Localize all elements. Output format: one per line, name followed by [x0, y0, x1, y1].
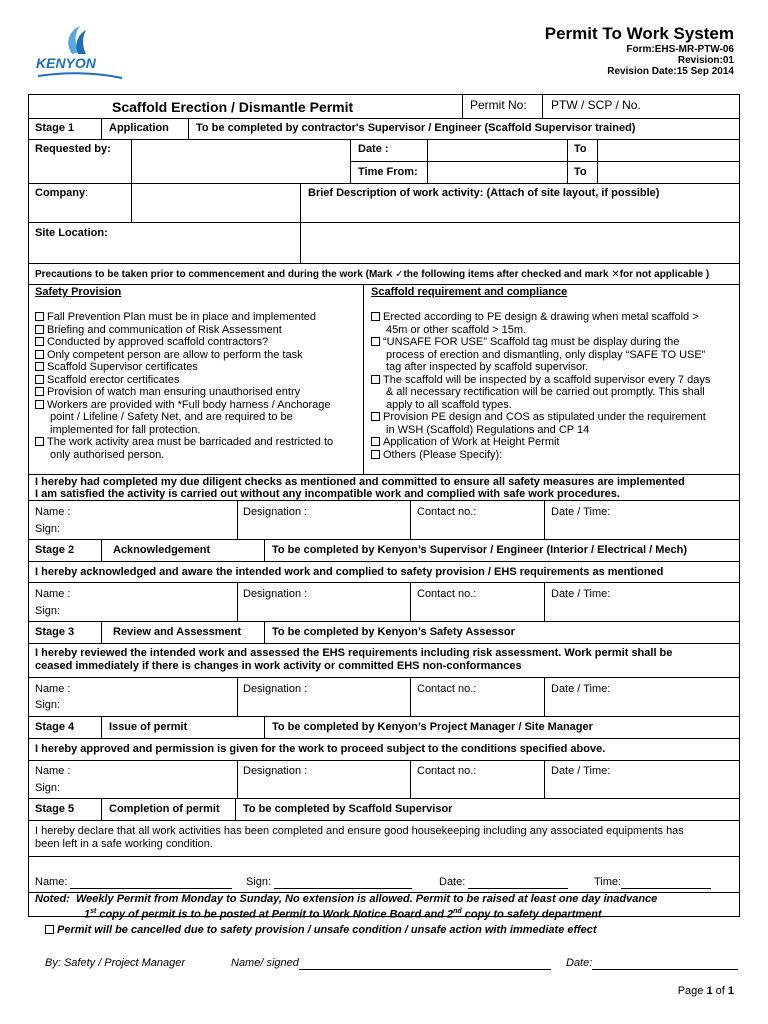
scaffold-requirement-text: apply to all scaffold types.	[386, 398, 512, 411]
scaffold-requirement-text: in WSH (Scaffold) Regulations and CP 14	[386, 423, 590, 436]
stage3-statement-2: ceased immediately if there is changes in work activity or committed EHS non-conformances	[35, 660, 522, 672]
datetime-field-4[interactable]: Date / Time:	[551, 765, 611, 777]
declaration-line-1: I hereby had completed my due diligent checks as mentioned and committed to ensure all safety measures are implemented	[35, 476, 685, 488]
name-field-2[interactable]: Name :	[35, 588, 71, 600]
stage4-desc: To be completed by Kenyon’s Project Manager / Site Manager	[272, 721, 593, 733]
scaffold-requirement-item[interactable]	[371, 449, 502, 462]
stage3-desc: To be completed by Kenyon’s Safety Assessor	[272, 626, 515, 638]
scaffold-requirement-text: process of erection and dismantling, only display “SAFE TO USE”	[386, 348, 706, 361]
stage4-label: Stage 4	[35, 721, 75, 733]
safety-provision-text: Briefing and communication of Risk Assessment	[47, 323, 282, 336]
designation-field-2[interactable]: Designation :	[243, 588, 308, 600]
safety-provision-heading: Safety Provision	[35, 286, 122, 298]
stage5-statement-1: I hereby declare that all work activities has been completed and ensure good housekeeping including any associated equipments has	[35, 825, 684, 837]
footer-date-field[interactable]: Date:	[566, 957, 738, 970]
contact-field-3[interactable]: Contact no.:	[417, 683, 477, 695]
scaffold-requirement-text: 45m or other scaffold > 15m.	[386, 323, 527, 336]
stage5-time-field[interactable]: Time:	[594, 876, 711, 889]
sign-field-1[interactable]: Sign:	[35, 523, 61, 535]
checkbox[interactable]	[35, 350, 44, 359]
stage5-statement-2: been left in a safe working condition.	[35, 838, 213, 850]
revision: Revision:01	[677, 55, 734, 66]
permit-title: Scaffold Erection / Dismantle Permit	[112, 99, 354, 115]
safety-provision-text: only authorised person.	[50, 448, 165, 461]
checkbox[interactable]	[371, 337, 380, 346]
declaration-line-2: I am satisfied the activity is carried out without any incompatible work and complied with safe work procedures.	[35, 488, 620, 500]
scaffold-requirement-text: “UNSAFE FOR USE” Scaffold tag must be display during the	[383, 336, 680, 348]
stage2-name: Acknowledgement	[113, 544, 211, 556]
safety-provision-item	[35, 411, 293, 424]
stage2-label: Stage 2	[35, 544, 75, 556]
scaffold-requirement-text: The scaffold will be inspected by a scaffold supervisor every 7 days	[383, 373, 711, 386]
datetime-field-2[interactable]: Date / Time:	[551, 588, 611, 600]
stage4-name: Issue of permit	[109, 721, 188, 733]
precautions-note: Precautions to be taken prior to commencement and during the work (Mark ✓the following items after checked and mark ✕for not applicable )	[35, 269, 710, 280]
scaffold-requirement-heading: Scaffold requirement and compliance	[371, 286, 568, 298]
datetime-field-1[interactable]: Date / Time:	[551, 506, 611, 518]
permit-no-value[interactable]: PTW / SCP / No.	[551, 98, 641, 112]
company-label: Company:	[35, 187, 89, 199]
company-logo	[34, 24, 126, 82]
system-title: Permit To Work System	[544, 24, 734, 43]
designation-field-1[interactable]: Designation :	[243, 506, 308, 518]
safety-provision-text: Workers are provided with *Full body harness / Anchorage	[47, 398, 331, 411]
contact-field-4[interactable]: Contact no.:	[417, 765, 477, 777]
scaffold-requirement-item	[371, 349, 705, 362]
checkbox[interactable]	[35, 400, 44, 409]
logo-text: KENYON	[36, 55, 96, 71]
stage5-date-field[interactable]: Date:	[439, 876, 568, 889]
sign-field-2[interactable]: Sign:	[35, 605, 61, 617]
stage1-name: Application	[109, 122, 169, 134]
safety-provision-item[interactable]	[35, 374, 179, 387]
checkbox[interactable]	[371, 450, 380, 459]
stage4-statement: I hereby approved and permission is given for the work to proceed subject to the conditions specified above.	[35, 743, 606, 755]
safety-provision-item[interactable]	[35, 361, 198, 374]
scaffold-requirement-text: Provision PE design and COS as stipulated under the requirement	[383, 411, 706, 423]
stage5-desc: To be completed by Scaffold Supervisor	[243, 803, 453, 815]
safety-provision-text: Only competent person are allow to perform the task	[47, 348, 303, 361]
safety-provision-item	[35, 449, 164, 462]
safety-provision-text: Scaffold Supervisor certificates	[47, 361, 198, 373]
checkbox[interactable]	[35, 325, 44, 334]
scaffold-requirement-text: tag after inspected by scaffold supervisor.	[386, 361, 589, 373]
permit-no-label: Permit No:	[470, 98, 527, 112]
stage1-label: Stage 1	[35, 122, 75, 134]
requested-by-label: Requested by:	[35, 143, 111, 155]
page-number: Page 1 of 1	[677, 985, 734, 997]
designation-field-4[interactable]: Designation :	[243, 765, 308, 777]
checkbox[interactable]	[35, 312, 44, 321]
permit-form	[28, 94, 740, 917]
safety-provision-item[interactable]	[35, 336, 268, 349]
sign-field-4[interactable]: Sign:	[35, 782, 61, 794]
scaffold-requirement-item[interactable]	[371, 336, 679, 349]
scaffold-requirement-item[interactable]	[371, 436, 559, 449]
time-from-label: Time From:	[358, 166, 418, 178]
safety-provision-text: Fall Prevention Plan must be in place and implemented	[47, 311, 317, 323]
scaffold-requirement-text: & all necessary rectification will be carried out promptly. This shall	[386, 386, 705, 398]
safety-provision-item[interactable]	[35, 386, 300, 399]
noted-line-1: Noted: Weekly Permit from Monday to Sunday, No extension is allowed. Permit to be raised at least one day inadvance	[35, 893, 658, 905]
check-mark-icon: ✓	[395, 269, 404, 280]
name-field-3[interactable]: Name :	[35, 683, 71, 695]
safety-provision-item[interactable]	[35, 349, 303, 362]
safety-provision-item[interactable]	[35, 399, 331, 412]
safety-provision-item	[35, 424, 200, 437]
safety-provision-item[interactable]	[35, 311, 316, 324]
date-label: Date :	[358, 143, 389, 155]
name-field-1[interactable]: Name :	[35, 506, 71, 518]
scaffold-requirement-text: Erected according to PE design & drawing when metal scaffold >	[383, 311, 699, 323]
scaffold-requirement-text: Others (Please Specify):	[383, 448, 503, 461]
stage3-statement-1: I hereby reviewed the intended work and assessed the EHS requirements including risk assessment. Work permit shall be	[35, 647, 673, 659]
safety-provision-text: point / Lifeline / Safety Net, and are required to be	[50, 411, 293, 423]
checkbox[interactable]	[371, 412, 380, 421]
stage5-name-field[interactable]: Name:	[35, 876, 232, 889]
cancel-notice: Permit will be cancelled due to safety provision / unsafe condition / unsafe action with immediate effect	[45, 924, 597, 937]
cross-mark-icon: ✕	[611, 269, 620, 280]
site-location-label: Site Location:	[35, 227, 108, 239]
stage3-label: Stage 3	[35, 626, 75, 638]
scaffold-requirement-text: Application of Work at Height Permit	[383, 436, 560, 448]
scaffold-requirement-item[interactable]	[371, 374, 710, 387]
name-signed-field[interactable]: Name/ signed	[231, 957, 551, 970]
checkbox[interactable]	[35, 362, 44, 371]
checkbox[interactable]	[371, 437, 380, 446]
scaffold-requirement-item	[371, 386, 705, 399]
checkbox[interactable]	[35, 437, 44, 446]
safety-provision-text: Conducted by approved scaffold contractors?	[47, 336, 269, 348]
safety-provision-text: The work activity area must be barricaded and restricted to	[47, 436, 334, 448]
stage2-statement: I hereby acknowledged and aware the intended work and complied to safety provision / EHS requirements as mentioned	[35, 566, 664, 578]
stage5-label: Stage 5	[35, 803, 75, 815]
checkbox[interactable]	[35, 375, 44, 384]
by-manager-label: By: Safety / Project Manager	[45, 957, 186, 969]
safety-provision-text: implemented for fall protection.	[50, 423, 201, 436]
revision-date: Revision Date:15 Sep 2014	[607, 66, 734, 77]
stage1-desc: To be completed by contractor's Supervisor / Engineer (Scaffold Supervisor trained)	[196, 122, 636, 134]
scaffold-requirement-item	[371, 424, 589, 437]
scaffold-requirement-item	[371, 324, 526, 337]
datetime-field-3[interactable]: Date / Time:	[551, 683, 611, 695]
noted-line-2: 1st copy of permit is to be posted at Permit to Work Notice Board and 2nd copy to safety department	[84, 908, 602, 921]
safety-provision-item[interactable]	[35, 436, 333, 449]
stage2-desc: To be completed by Kenyon’s Supervisor / Engineer (Interior / Electrical / Mech)	[272, 544, 688, 556]
name-field-4[interactable]: Name :	[35, 765, 71, 777]
to-label-1: To	[574, 143, 587, 155]
scaffold-requirement-item	[371, 399, 512, 412]
sign-field-3[interactable]: Sign:	[35, 699, 61, 711]
form-number: Form:EHS-MR-PTW-06	[626, 44, 734, 55]
safety-provision-item[interactable]	[35, 324, 282, 337]
to-label-2: To	[574, 166, 587, 178]
scaffold-requirement-item[interactable]	[371, 411, 706, 424]
contact-field-2[interactable]: Contact no.:	[417, 588, 477, 600]
brief-description-label: Brief Description of work activity: (Attach of site layout, if possible)	[308, 187, 660, 199]
stage5-name: Completion of permit	[109, 803, 220, 815]
safety-provision-text: Scaffold erector certificates	[47, 373, 180, 386]
stage3-name: Review and Assessment	[113, 626, 241, 638]
cancel-checkbox[interactable]	[45, 925, 54, 934]
scaffold-requirement-item	[371, 361, 588, 374]
contact-field-1[interactable]: Contact no.:	[417, 506, 477, 518]
checkbox[interactable]	[371, 312, 380, 321]
designation-field-3[interactable]: Designation :	[243, 683, 308, 695]
checkbox[interactable]	[371, 375, 380, 384]
checkbox[interactable]	[35, 387, 44, 396]
scaffold-requirement-item[interactable]	[371, 311, 699, 324]
safety-provision-text: Provision of watch man ensuring unauthorised entry	[47, 386, 301, 398]
checkbox[interactable]	[35, 337, 44, 346]
stage5-sign-field[interactable]: Sign:	[246, 876, 412, 889]
